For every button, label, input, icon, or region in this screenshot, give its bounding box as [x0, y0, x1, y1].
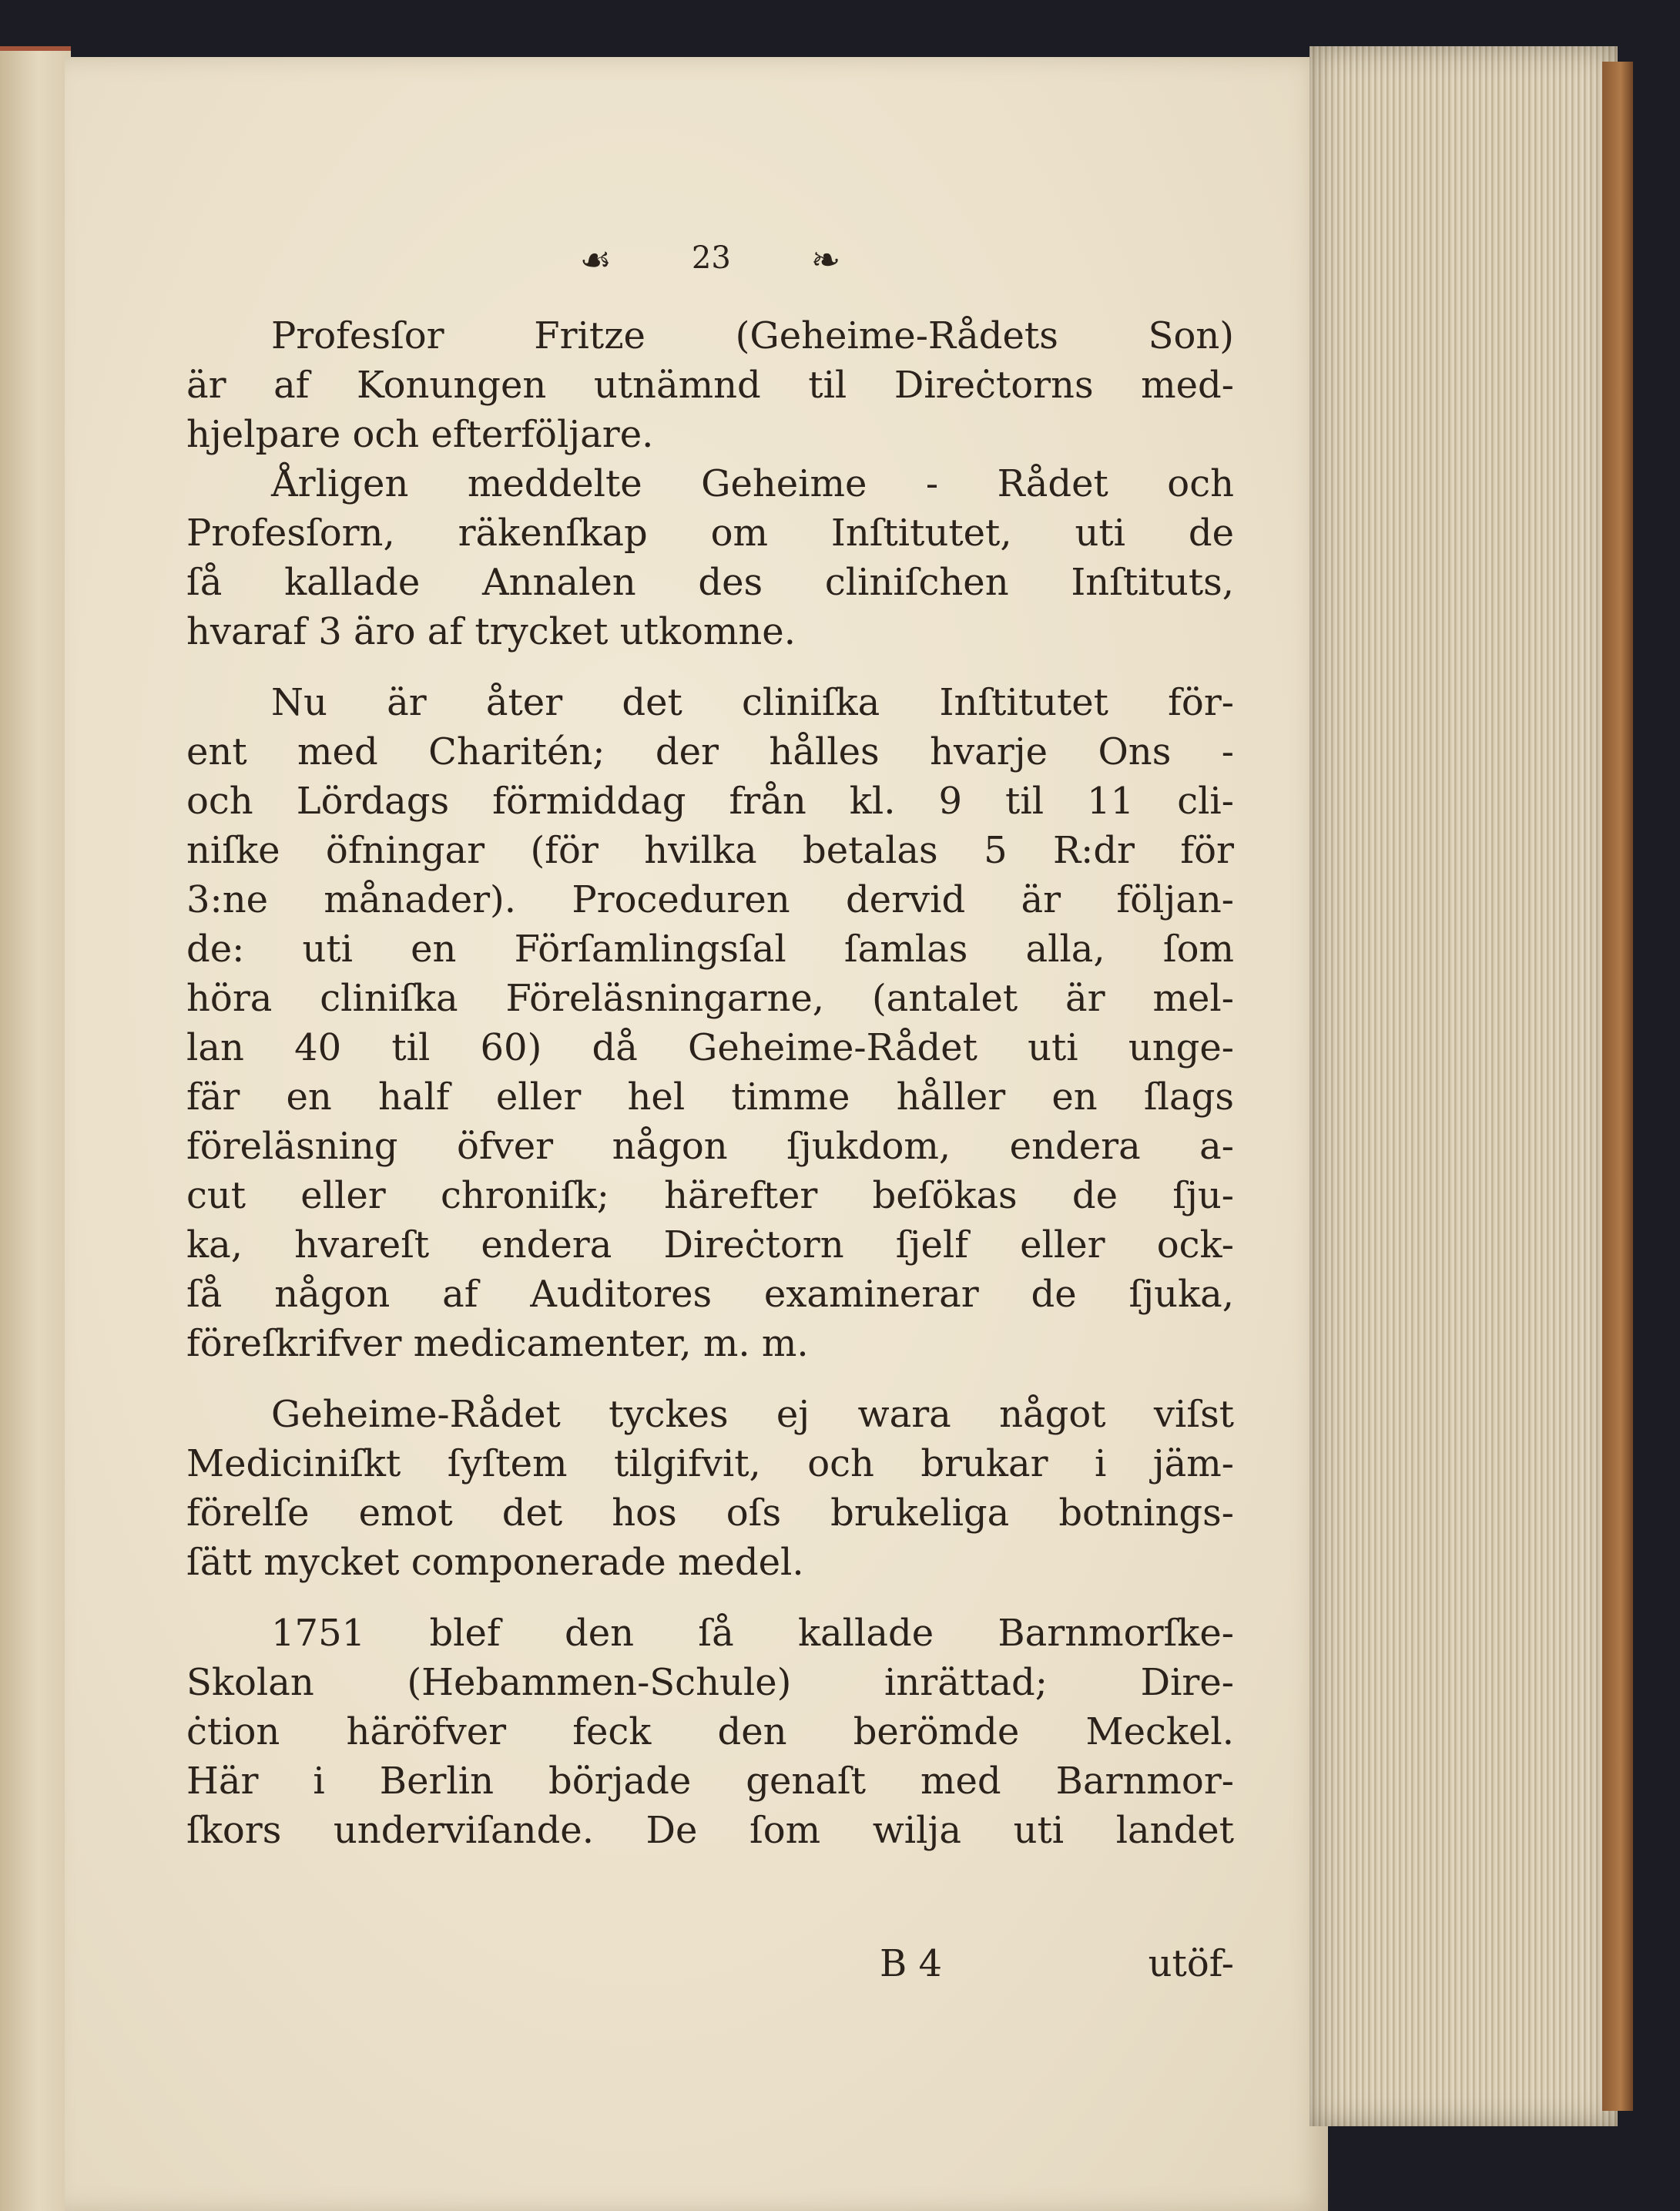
- catchword: utöf-: [1148, 1942, 1234, 1985]
- text-line: ka, hvareſt endera Direċtorn ſjelf eller ock-: [186, 1223, 1234, 1267]
- text-line: ſkors underviſande. De ſom wilja uti landet: [186, 1809, 1234, 1852]
- text-line: ċtion häröfver feck den berömde Meckel.: [186, 1710, 1234, 1753]
- page-block-edges: [1309, 46, 1618, 2126]
- running-head: [186, 234, 1234, 280]
- paragraph-gap: [186, 656, 1234, 678]
- text-line: fär en half eller hel timme håller en ſlags: [186, 1075, 1234, 1119]
- text-line: lan 40 til 60) då Geheime-Rådet uti unge-: [186, 1026, 1234, 1069]
- paragraph-gap: [186, 1587, 1234, 1609]
- left-ornament-icon: ☙: [579, 238, 612, 280]
- catch-line: [186, 1937, 1234, 1991]
- text-line: föreſkrifver medicamenter, m. m.: [186, 1322, 809, 1365]
- text-line: Mediciniſkt ſyſtem tilgifvit, och brukar i jäm-: [186, 1442, 1234, 1485]
- text-line: är af Konungen utnämnd til Direċtorns med-: [186, 364, 1234, 407]
- body-text: [186, 311, 1234, 1855]
- text-line: ſå någon af Auditores examinerar de ſjuka,: [186, 1273, 1234, 1316]
- text-line: 3:ne månader). Proceduren dervid är följan-: [186, 878, 1234, 921]
- previous-page-edge: [0, 46, 71, 2211]
- text-line: Årligen meddelte Geheime - Rådet och: [271, 462, 1234, 505]
- text-line: Skolan (Hebammen-Schule) inrättad; Dire-: [186, 1661, 1234, 1704]
- text-line: Profesſorn, räkenſkap om Inſtitutet, uti de: [186, 512, 1234, 555]
- text-line: och Lördags förmiddag från kl. 9 til 11 cli-: [186, 780, 1234, 823]
- text-line: föreläsning öfver någon ſjukdom, endera a-: [186, 1125, 1234, 1168]
- text-line: Geheime-Rådet tyckes ej wara något viſst: [271, 1393, 1234, 1436]
- text-line: ent med Charitén; der hålles hvarje Ons -: [186, 730, 1234, 773]
- text-line: hvaraf 3 äro af trycket utkomne.: [186, 610, 796, 653]
- page-number: 23: [691, 240, 731, 276]
- text-line: 1751 blef den ſå kallade Barnmorſke-: [271, 1612, 1234, 1655]
- text-line: Nu är åter det cliniſka Inſtitutet för-: [271, 681, 1234, 724]
- paragraph-gap: [186, 1368, 1234, 1390]
- text-line: cut eller chroniſk; härefter beſökas de ſju-: [186, 1174, 1234, 1217]
- text-line: ſå kallade Annalen des cliniſchen Inſtituts,: [186, 561, 1234, 604]
- text-line: de: uti en Förſamlingsſal ſamlas alla, ſom: [186, 928, 1234, 971]
- text-line: höra cliniſka Föreläsningarne, (antalet är mel-: [186, 977, 1234, 1020]
- right-ornament-icon: ❧: [810, 238, 841, 280]
- text-line: förelſe emot det hos oſs brukeliga botnings-: [186, 1491, 1234, 1535]
- signature-mark: B 4: [880, 1942, 943, 1985]
- text-line: Profesſor Fritze (Geheime-Rådets Son): [271, 314, 1234, 357]
- book-cover-edge: [1602, 62, 1633, 2111]
- text-line: hjelpare och efterföljare.: [186, 413, 654, 456]
- text-line: Här i Berlin började genaſt med Barnmor-: [186, 1760, 1234, 1803]
- text-line: ſätt mycket componerade medel.: [186, 1541, 804, 1584]
- book-page: [65, 57, 1328, 2211]
- text-line: niſke öfningar (för hvilka betalas 5 R:dr för: [186, 829, 1234, 872]
